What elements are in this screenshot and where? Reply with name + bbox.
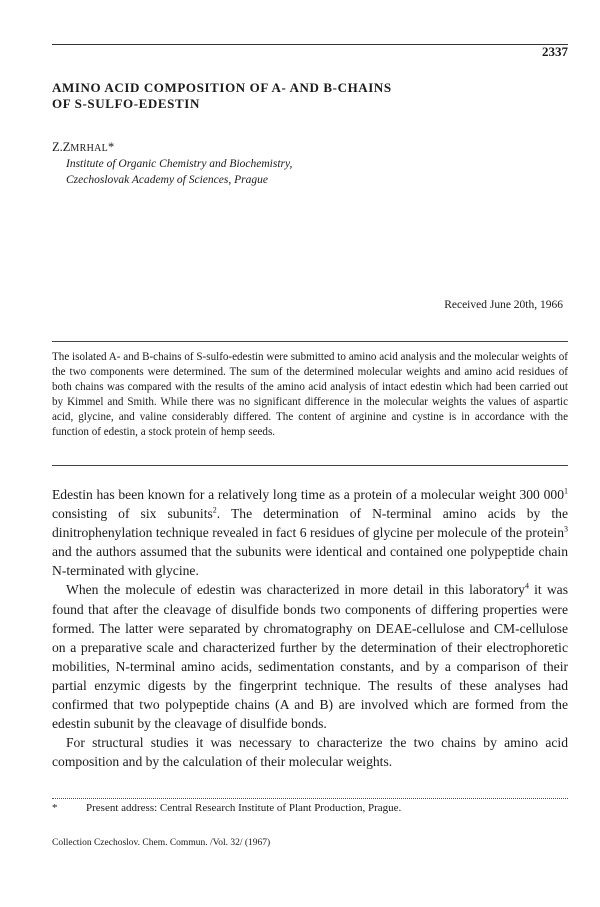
affiliation-line-2: Czechoslovak Academy of Sciences, Prague [66, 174, 268, 186]
reference-4: 4 [524, 581, 529, 591]
footnote-mark: * [52, 802, 58, 814]
abstract-top-rule [52, 341, 568, 342]
paragraph-2-text-a: When the molecule of edestin was characterized in more detail in this laboratory [66, 582, 525, 598]
article-title [52, 80, 512, 112]
page-number: 2337 [542, 44, 568, 59]
body-text [52, 485, 568, 771]
paragraph-1-text-d: and the authors assumed that the subunits were identical and contained one polypeptide chain N-terminated with glycine. [52, 544, 568, 579]
header-rule [52, 44, 568, 45]
reference-3: 3 [564, 524, 568, 534]
footnote-rule [52, 798, 568, 799]
affiliation-line-1: Institute of Organic Chemistry and Biochemistry, [66, 158, 293, 170]
paragraph-3: For structural studies it was necessary to characterize the two chains by amino acid composition and by the calculation of their molecular weights. [52, 735, 568, 770]
reference-2: 2 [212, 505, 217, 515]
paragraph-1-text-a: Edestin has been known for a relatively long time as a protein of a molecular weight 300 000 [52, 487, 564, 502]
paragraph-1-text-c: . The determination of N-terminal amino acids by the dinitrophenylation technique revealed in fact 6 residues of glycine per molecule of the protein [52, 506, 568, 541]
abstract: The isolated A- and B-chains of S-sulfo-edestin were submitted to amino acid analysis and the molecular weights of the two components were determined. The sum of the determined molecular weights and amino acid residues of both chains was compared with the results of the amino acid analysis of intact edestin which had been carried out by Kimmel and Smith. While there was no significant difference in the molecular weights the values of aspartic acid, glycine, and valine considerably differed. The content of arginine and cystine is in accordance with the function of edestin, a stock protein of hemp seeds. [52, 351, 568, 439]
affiliation [66, 156, 292, 188]
received-date: Received June 20th, 1966 [444, 299, 563, 311]
author-name: MRHAL [70, 143, 109, 154]
paragraph-1 [52, 485, 568, 580]
paragraph-2-text-b: it was found that after the cleavage of disulfide bonds two components of differing properties were formed. The latter were separated by chromatography on DEAE-cellulose and CM-cellulose on a preparative scale and characterized further by the determination of their electrophoretic mobilities, N-terminal amino acids, sedimentation constants, and by a comparison of their partial enzymic digests by the fingerprint technique. The results of these analyses had confirmed that two polypeptide chains (A and B) are involved which are formed from the edestin subunit by the cleavage of disulfide bonds. [52, 582, 568, 732]
footnote [52, 802, 568, 814]
abstract-bottom-rule [52, 465, 568, 466]
journal-citation: Collection Czechoslov. Chem. Commun. /Vol. 32/ (1967) [52, 838, 271, 848]
reference-1: 1 [564, 486, 568, 496]
author [52, 140, 114, 155]
title-line-2: OF S-SULFO-EDESTIN [52, 96, 200, 111]
title-line-1: AMINO ACID COMPOSITION OF A- AND B-CHAINS [52, 80, 392, 95]
paragraph-1-text-b: consisting of six subunits [52, 506, 213, 522]
author-footnote-mark: * [108, 140, 115, 154]
footnote-text: Present address: Central Research Institute of Plant Production, Prague. [86, 802, 402, 814]
author-initial: Z.Z [52, 140, 71, 154]
paragraph-2 [52, 580, 568, 733]
